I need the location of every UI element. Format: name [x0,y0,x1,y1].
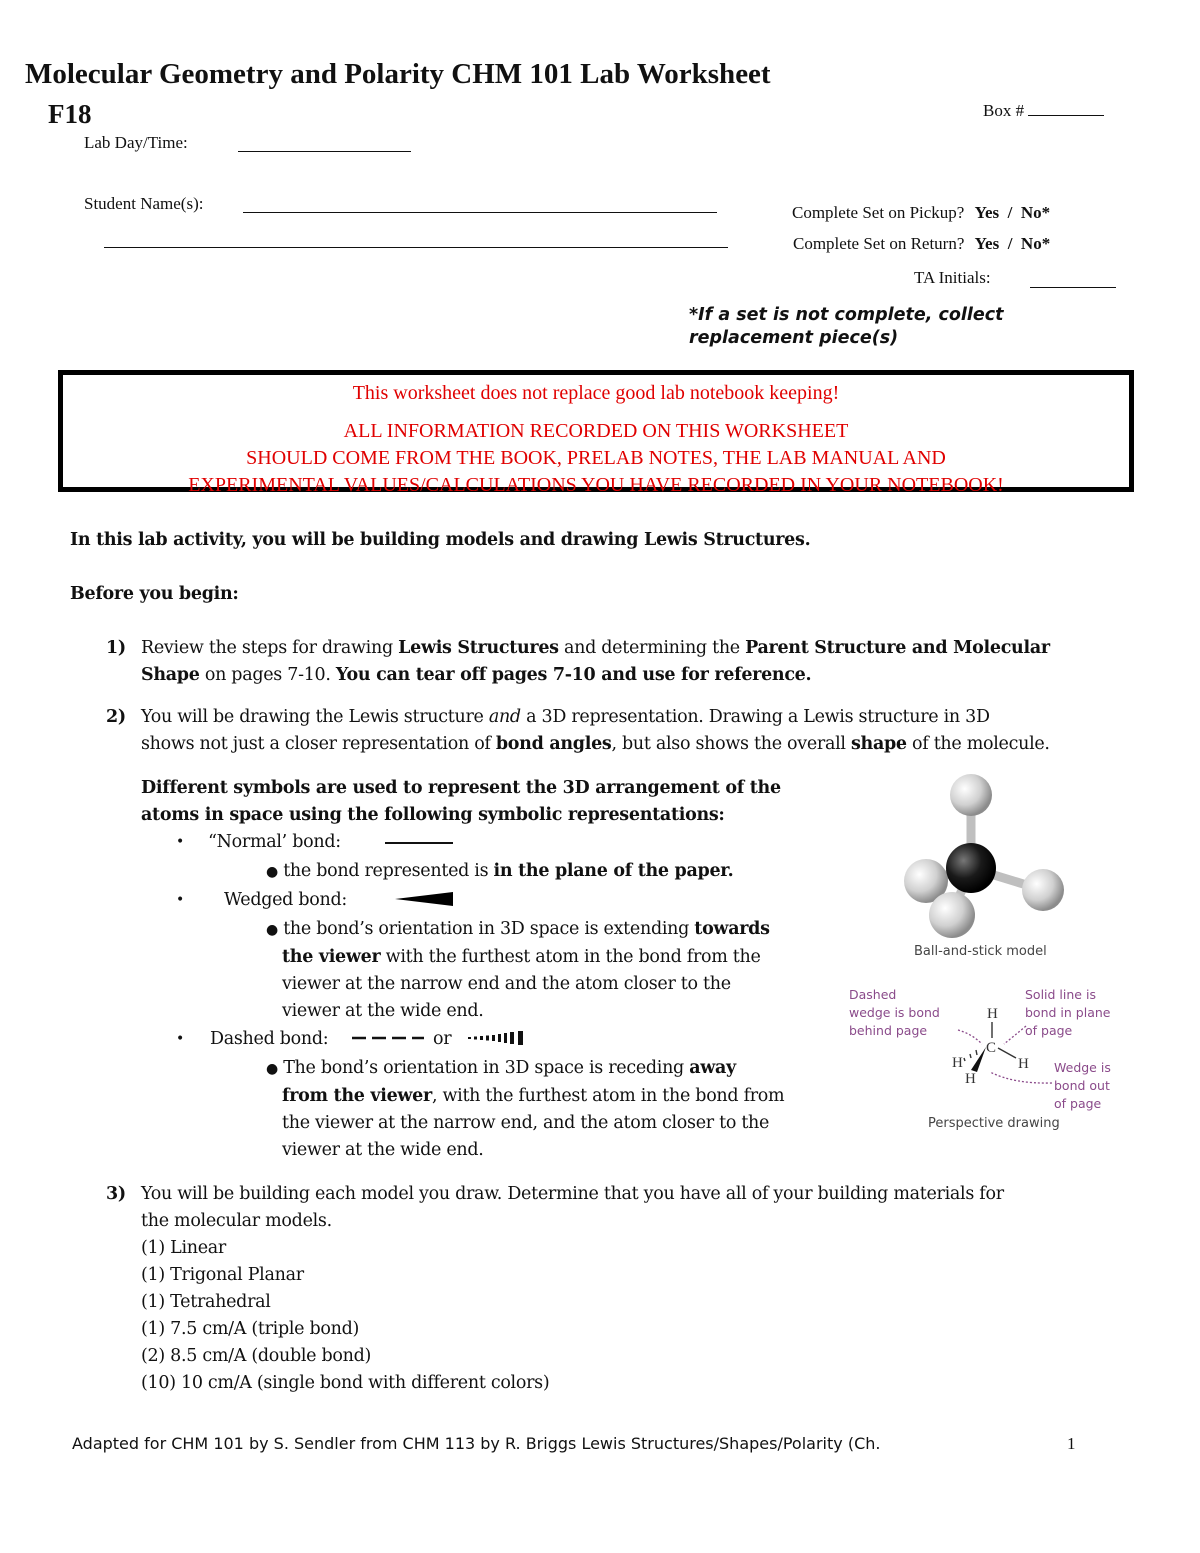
item-2-number: 2) [106,707,126,727]
dashed-line-3: the viewer at the narrow end, and the atom closer to the [282,1113,770,1133]
sub-bullet-icon: ● [266,1061,278,1077]
wedged-l2-t: with the furthest atom in the bond from the [380,947,761,967]
symbols-line-2: atoms in space using the following symbolic representations: [141,805,725,825]
item-2-t3: shows not just a closer representation of [141,734,496,754]
student-name-line-2[interactable] [104,247,728,248]
item-1-t2: and determining the [558,638,746,658]
wedge-note-1: Wedge is [1054,1060,1111,1075]
ta-initials-label: TA Initials: [914,268,991,287]
bullet-normal: • [176,834,185,850]
page-number: 1 [1067,1434,1076,1453]
dashed-wedge-note [849,986,940,1040]
warning-line-4: EXPERIMENTAL VALUES/CALCULATIONS YOU HAVE RECORDED IN YOUR NOTEBOOK! [188,474,1004,496]
warning-box [58,370,1134,496]
ta-initials-line[interactable] [1030,287,1116,288]
ball-and-stick-model [840,770,1080,950]
perspective-h-bottom: H [965,1071,976,1087]
dashed-line-4: viewer at the wide end. [282,1140,484,1160]
solid-note-1: Solid line is [1025,987,1096,1002]
wedged-l2-b: the viewer [282,947,381,967]
wedged-l1-t: the bond’s orientation in 3D space is extending [283,919,695,939]
normal-desc-t: the bond represented is [283,861,494,881]
footer-credit: Adapted for CHM 101 by S. Sendler from CHM 113 by R. Briggs Lewis Structures/Shapes/Polarity (Ch. [72,1434,881,1453]
warning-line-1: This worksheet does not replace good lab notebook keeping! [352,382,840,404]
wedge-bond-symbol [395,891,455,907]
item-2-t1: You will be drawing the Lewis structure [141,707,489,727]
item-1-b2: Parent Structure and Molecular [745,638,1050,658]
pickup-label: Complete Set on Pickup? [792,203,965,222]
item-1-text [141,635,1131,689]
item-1-line-1 [141,635,1131,662]
perspective-drawing [930,1000,1060,1090]
wedged-bond-desc [266,916,826,1025]
note-line-1: *If a set is not complete, collect [689,305,1004,325]
bullet-wedged: • [176,892,185,908]
symbols-line-1: Different symbols are used to represent the 3D arrangement of the [141,778,781,798]
item-1-b3: Shape [141,665,200,685]
pickup-row [792,203,1050,223]
item-2-b2: shape [850,734,907,754]
item-1-b1: Lewis Structures [398,638,559,658]
material-item: (1) Trigonal Planar [141,1265,304,1285]
item-3-line-1: You will be building each model you draw. Determine that you have all of your building materials for [141,1184,1004,1204]
wedged-l1-b: towards [694,919,770,939]
dashed-bond-desc [266,1055,836,1164]
normal-bond-label: “Normal’ bond: [208,832,341,852]
pickup-yes-no[interactable]: Yes / No* [974,203,1051,222]
worksheet-term: F18 [48,99,92,129]
material-item: (10) 10 cm/A (single bond with different colors) [141,1373,550,1393]
wedged-line-1 [266,916,826,944]
dashed-bond-symbol [352,1033,424,1043]
perspective-h-top: H [987,1006,998,1022]
material-item: (2) 8.5 cm/A (double bond) [141,1346,372,1366]
normal-desc-b: in the plane of the paper. [493,861,734,881]
perspective-h-right: H [1018,1056,1029,1072]
return-label: Complete Set on Return? [793,234,965,253]
material-item: (1) Linear [141,1238,226,1258]
bullet-dashed: • [176,1031,185,1047]
normal-bond-symbol [385,842,453,844]
activity-intro: In this lab activity, you will be building models and drawing Lewis Structures. [70,530,811,550]
wedged-line-2 [266,944,826,971]
normal-bond-desc [266,858,733,886]
dashed-bond-label: Dashed bond: [210,1029,329,1049]
warning-line-2: ALL INFORMATION RECORDED ON THIS WORKSHEET [343,420,849,442]
item-2-b1: bond angles [495,734,612,754]
perspective-c: C [986,1040,997,1056]
warning-line-3: SHOULD COME FROM THE BOOK, PRELAB NOTES, THE LAB MANUAL AND [246,447,946,469]
dashed-l1-t: The bond’s orientation in 3D space is receding [283,1058,690,1078]
item-2-t2: a 3D representation. Drawing a Lewis structure in 3D [520,707,990,727]
item-1-t1: Review the steps for drawing [141,638,399,658]
item-1-t3: on pages 7-10. [199,665,336,685]
item-2-text [141,704,1131,758]
wedged-line-3: viewer at the narrow end and the atom closer to the [282,974,731,994]
return-yes-no[interactable]: Yes / No* [974,234,1051,253]
item-2-line-1 [141,704,1131,731]
wedged-bond-label: Wedged bond: [224,890,347,910]
dashed-note-3: behind page [849,1023,928,1038]
solid-note-2: bond in plane [1025,1005,1111,1020]
return-row [793,234,1050,254]
symbols-intro [141,775,781,829]
student-name-line-1[interactable] [243,212,717,213]
sub-bullet-icon: ● [266,922,278,938]
student-name-label: Student Name(s): [84,194,204,213]
worksheet-title: Molecular Geometry and Polarity CHM 101 Lab Worksheet [25,58,771,90]
dashed-note-1: Dashed [849,987,897,1002]
box-number-line[interactable] [1028,101,1104,116]
item-1-line-2 [141,662,1131,689]
item-2-t5: of the molecule. [906,734,1050,754]
wedge-out-note [1054,1059,1111,1113]
ball-and-stick-caption: Ball-and-stick model [914,944,1047,959]
box-number-label: Box # [983,101,1025,120]
dashed-l1-b: away [689,1058,736,1078]
hashed-wedge-symbol [468,1030,530,1046]
dashed-line-1 [266,1055,836,1083]
item-3-number: 3) [106,1184,126,1204]
dashed-l2-b: from the viewer [282,1086,432,1106]
item-2-i1: and [488,707,521,727]
before-you-begin: Before you begin: [70,584,239,604]
note-line-2: replacement piece(s) [689,328,899,348]
material-item: (1) Tetrahedral [141,1292,271,1312]
perspective-h-left: H [952,1055,963,1071]
item-1-number: 1) [106,638,126,658]
solid-note-3: of page [1025,1023,1073,1038]
wedge-note-3: of page [1054,1096,1102,1111]
item-2-line-2 [141,731,1131,758]
lab-day-label: Lab Day/Time: [84,133,188,152]
lab-day-line[interactable] [238,151,411,152]
item-2-t4: , but also shows the overall [611,734,851,754]
dashed-or: or [433,1029,452,1049]
wedge-note-2: bond out [1054,1078,1110,1093]
item-3-text [141,1181,1141,1397]
dashed-l2-t: , with the furthest atom in the bond from [431,1086,785,1106]
dashed-line-2 [266,1083,836,1110]
material-item: (1) 7.5 cm/A (triple bond) [141,1319,360,1339]
item-3-line-2: the molecular models. [141,1211,332,1231]
perspective-caption: Perspective drawing [928,1116,1060,1131]
box-number-field [983,101,1104,121]
dashed-note-2: wedge is bond [849,1005,940,1020]
item-1-b4: You can tear off pages 7-10 and use for reference. [335,665,812,685]
wedged-line-4: viewer at the wide end. [282,1001,484,1021]
sub-bullet-icon: ● [266,864,278,880]
incomplete-set-note [689,304,1003,350]
